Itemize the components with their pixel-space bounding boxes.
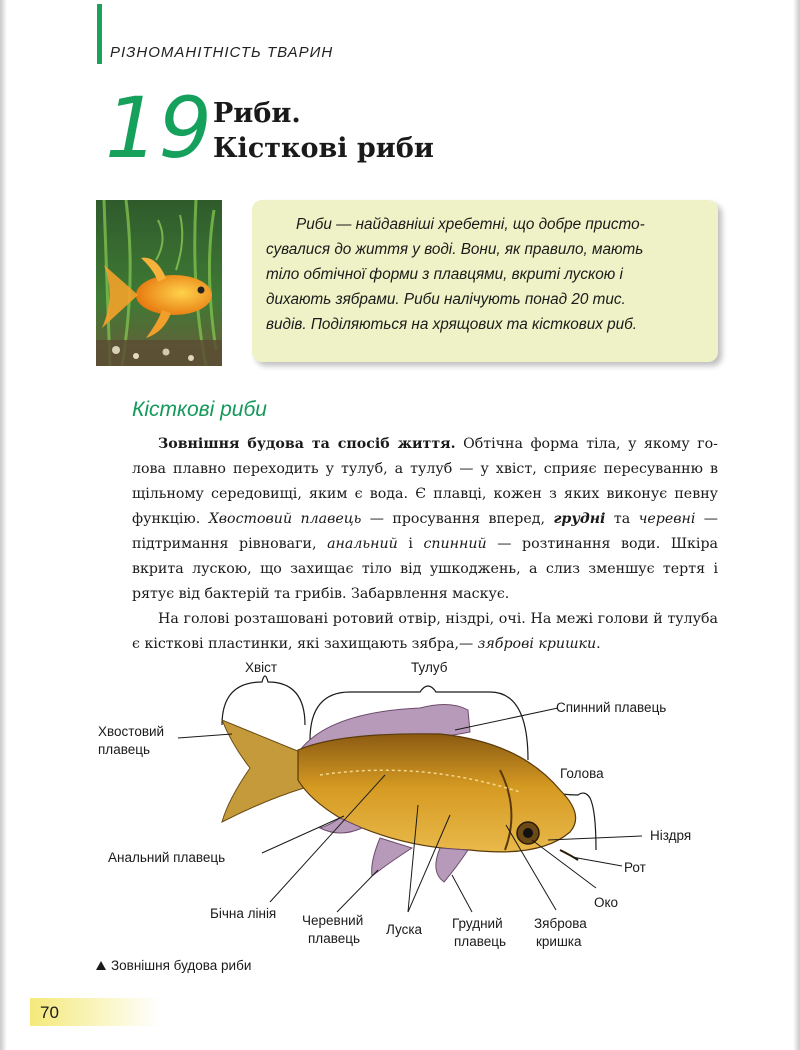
paragraph-1 (132, 432, 718, 607)
leader-tail-fin (178, 734, 232, 738)
label-mouth: Рот (624, 860, 646, 875)
text-run: — розтинання води. Шкіра вкрита лускою, що захищає тіло від ушкоджень, а слиз зменшує тертя і рятує від бактерій та грибів. Забарвлення маскує. (132, 536, 718, 602)
intro-line: тіло обтічної форми з плавцями, вкриті лускою і (266, 266, 623, 283)
term-tail-fin: Хвостовий плавець (208, 511, 362, 527)
leader-pelvic (337, 870, 378, 912)
label-anal-fin: Анальний плавець (108, 850, 226, 865)
caption-triangle-icon (96, 961, 106, 970)
intro-line: дихають зябрами. Риби налічують понад 20 тис. (266, 291, 626, 308)
text-run: . (596, 636, 601, 652)
leader-eye (532, 840, 596, 888)
tail-fin-shape (222, 720, 304, 822)
leader-pectoral (452, 875, 472, 912)
label-tail: Хвіст (245, 660, 278, 675)
text-run: На голові розташовані ротовий отвір, ніздрі, очі. На межі голови й тулуба є кісткові пластинки, які захищають зябра,— (132, 611, 718, 652)
term-pectoral: грудні (553, 511, 606, 527)
intro-line: сувалися до життя у воді. Вони, як правило, мають (266, 241, 644, 258)
fish-illustration (222, 704, 578, 882)
label-tail-fin-1: Хвостовий (98, 724, 165, 739)
chapter-title-line1: Риби. (213, 98, 301, 129)
section-heading: Кісткові риби (132, 398, 267, 421)
figure-caption (96, 958, 251, 973)
label-lateral-line: Бічна лінія (210, 906, 277, 921)
intro-line: видів. Поділяються на хрящових та кісткових риб. (266, 316, 638, 333)
body-text (132, 432, 718, 657)
term-pelvic: черевні (638, 511, 696, 527)
term-operculum: зяброві кришки (477, 636, 597, 652)
chapter-number: 19 (105, 79, 212, 177)
term-anal: анальний (327, 536, 398, 552)
page-number: 70 (40, 1003, 59, 1022)
label-nostril: Ніздря (650, 828, 692, 843)
text-run: — просування вперед, (361, 511, 554, 527)
leader-mouth (572, 857, 622, 866)
paragraph-1-lead: Зовнішня будова та спосіб життя. (158, 436, 456, 452)
chapter-title (213, 96, 434, 166)
label-head: Голова (560, 766, 604, 781)
text-run: і (397, 536, 424, 552)
intro-line: Риби — найдавніші хребетні, що добре присто- (296, 216, 645, 233)
pectoral-fin-shape (436, 848, 468, 882)
label-pectoral-fin-1: Грудний (452, 916, 503, 931)
label-operculum-1: Зяброва (534, 916, 587, 931)
text-run: та (605, 511, 639, 527)
label-scales: Луска (386, 922, 423, 937)
label-dorsal-fin: Спинний плавець (556, 700, 667, 715)
intro-text (266, 212, 710, 337)
label-eye: Око (594, 895, 619, 910)
label-operculum-2: кришка (536, 934, 582, 949)
label-trunk: Тулуб (411, 660, 448, 675)
label-pelvic-fin-1: Черевний (302, 913, 364, 928)
caption-text: Зовнішня будова риби (111, 958, 252, 973)
pupil-shape (523, 828, 533, 838)
mouth-shape (560, 850, 578, 860)
section-header: РІЗНОМАНІТНІСТЬ ТВАРИН (110, 44, 334, 61)
label-pectoral-fin-2: плавець (454, 934, 506, 949)
header-accent-bar (97, 4, 102, 64)
goldfish-photo (96, 200, 222, 366)
tail-bracket (222, 676, 305, 725)
label-tail-fin-2: плавець (98, 742, 150, 757)
leader-dorsal (455, 708, 558, 730)
term-dorsal: спинний (423, 536, 487, 552)
fish-anatomy-diagram (0, 650, 800, 970)
chapter-title-line2: Кісткові риби (213, 133, 434, 164)
text-run: — підтримання рівноваги, (132, 511, 718, 552)
label-pelvic-fin-2: плавець (308, 931, 360, 946)
text-run: Обтічна форма тіла, у якому го-лова плавно переходить у тулуб, а тулуб — у хвіст, сприяє пересуванню в щільному середовищі, яким є вода. Є плавці, кожен з яких виконує певну функцію. (132, 436, 718, 527)
